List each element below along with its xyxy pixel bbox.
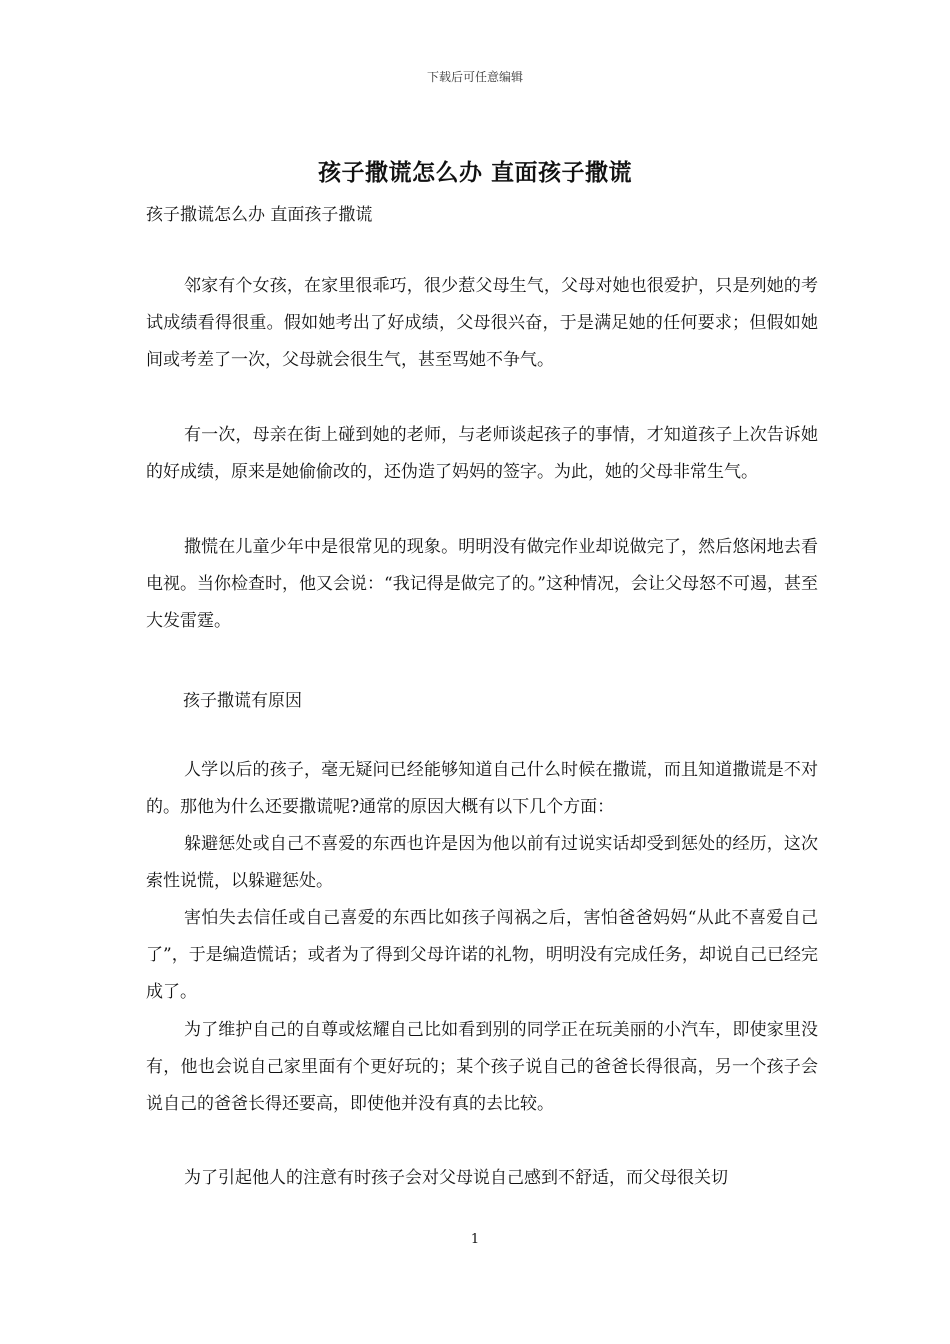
- section-heading-reasons: 孩子撒谎有原因: [183, 691, 302, 711]
- paragraph-neighbor-girl: 邻家有个女孩，在家里很乖巧，很少惹父母生气，父母对她也很爱护，只是列她的考试成绩看得很重。假如她考出了好成绩，父母很兴奋，于是满足她的任何要求；但假如她间或考差了一次，父母就会很生气，甚至骂她不争气。: [146, 276, 818, 370]
- document-subtitle: 孩子撒谎怎么办 直面孩子撒谎: [146, 205, 373, 225]
- paragraph-school-children: 人学以后的孩子，毫无疑问已经能够知道自己什么时候在撒谎，而且知道撒谎是不对的。那他为什么还要撒谎呢?通常的原因大概有以下几个方面：: [146, 760, 818, 817]
- paragraph-mother-meets-teacher: 有一次，母亲在街上碰到她的老师，与老师谈起孩子的事情，才知道孩子上次告诉她的好成绩，原来是她偷偷改的，还伪造了妈妈的签字。为此，她的父母非常生气。: [146, 425, 818, 482]
- paragraph-avoid-punishment: 躲避惩处或自己不喜爱的东西也许是因为他以前有过说实话却受到惩处的经历，这次索性说慌，以躲避惩处。: [146, 834, 818, 891]
- paragraph-attention: 为了引起他人的注意有时孩子会对父母说自己感到不舒适，而父母很关切: [184, 1168, 728, 1188]
- page-number: 1: [470, 1232, 480, 1247]
- header-note: 下载后可任意编辑: [426, 70, 523, 84]
- paragraph-fear-losing-trust: 害怕失去信任或自己喜爱的东西比如孩子闯祸之后，害怕爸爸妈妈“从此不喜爱自己了”，于是编造慌话；或者为了得到父母许诺的礼物，明明没有完成任务，却说自己已经完成了。: [146, 908, 818, 1002]
- paragraph-lying-common: 撒慌在儿童少年中是很常见的现象。明明没有做完作业却说做完了，然后悠闲地去看电视。当你检查时，他又会说：“我记得是做完了的。”这种情况，会让父母怒不可遏，甚至大发雷霆。: [146, 537, 818, 631]
- document-title: 孩子撒谎怎么办 直面孩子撒谎: [317, 159, 632, 186]
- paragraph-self-esteem: 为了维护自己的自尊或炫耀自己比如看到别的同学正在玩美丽的小汽车，即使家里没有，他也会说自己家里面有个更好玩的；某个孩子说自己的爸爸长得很高，另一个孩子会说自己的爸爸长得还要高，即使他并没有真的去比较。: [146, 1020, 818, 1114]
